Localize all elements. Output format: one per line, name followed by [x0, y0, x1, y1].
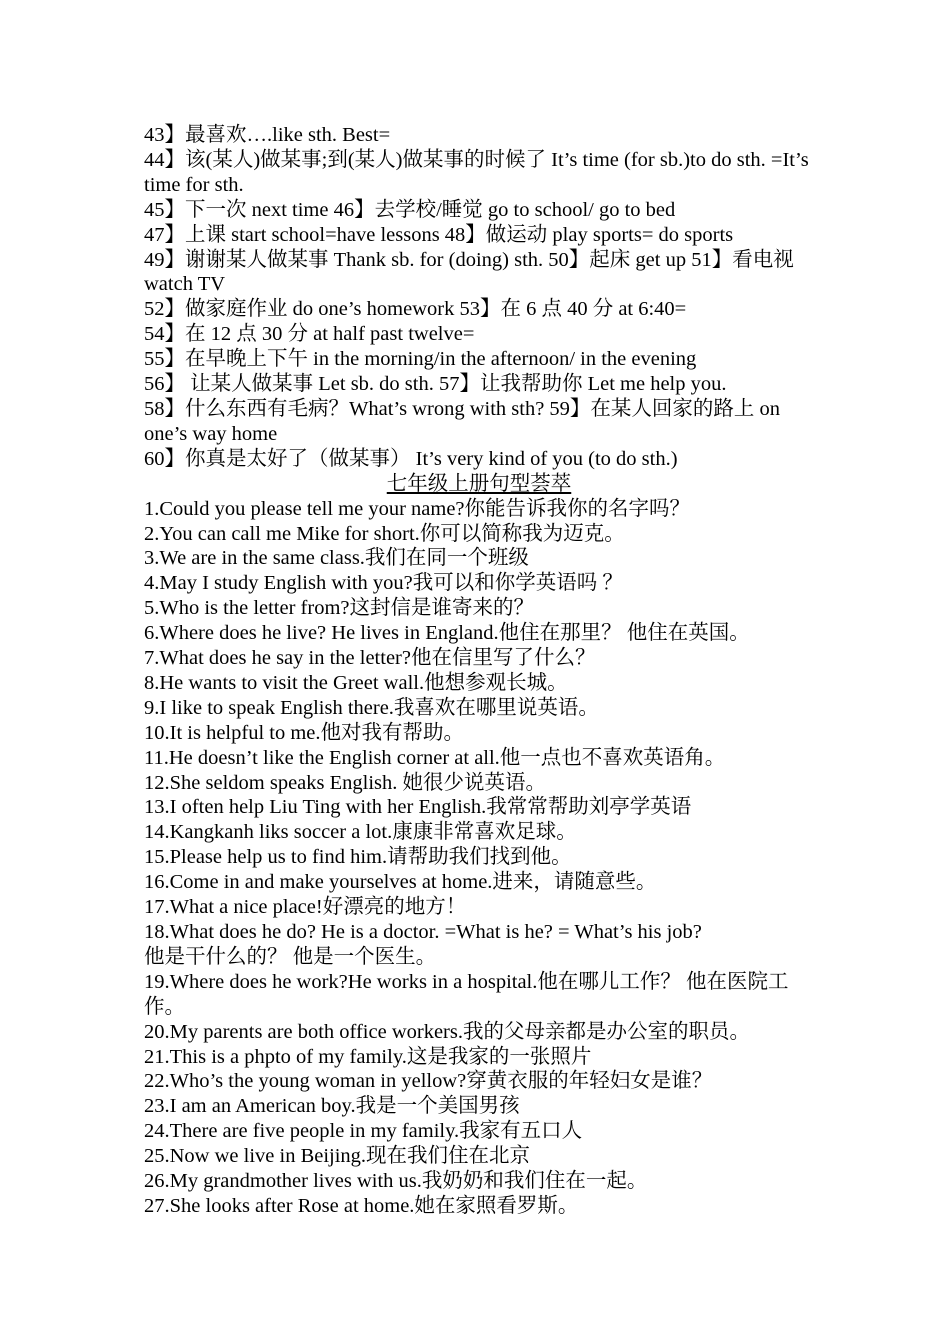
sentence-item: 7.What does he say in the letter?他在信里写了什么？	[144, 647, 596, 670]
phrase-item: 60】你真是太好了（做某事） It’s very kind of you (to do sth.)	[144, 447, 678, 470]
sentence-item: 16.Come in and make yourselves at home.进来，请随意些。	[144, 871, 657, 894]
phrase-item: 43】最喜欢….like sth. Best=	[144, 124, 391, 146]
document-page	[144, 123, 814, 1219]
sentence-item: 1.Could you please tell me your name?你能告诉我你的名字吗？	[144, 497, 691, 520]
phrase-item: 52】做家庭作业 do one’s homework 53】在 6 点 40 分 at 6:40=	[144, 298, 687, 321]
sentence-item: 19.Where does he work?He works in a hospital.他在哪儿工作？ 他在医院工作。	[144, 970, 789, 1018]
phrase-item: 54】在 12 点 30 分 at half past twelve=	[144, 323, 475, 346]
sentence-item: 11.He doesn’t like the English corner at all.他一点也不喜欢英语角。	[144, 746, 726, 769]
sentence-item: 17.What a nice place!好漂亮的地方！	[144, 896, 467, 919]
sentence-item: 26.My grandmother lives with us.我奶奶和我们住在一起。	[144, 1170, 648, 1193]
sentence-item: 20.My parents are both office workers.我的父母亲都是办公室的职员。	[144, 1020, 750, 1043]
phrase-item: 44】该(某人)做某事;到(某人)做某事的时候了 It’s time (for sb.)to do sth. =It’s time for sth.	[144, 148, 809, 196]
phrase-item: 47】上课 start school=have lessons 48】做运动 play sports= do sports	[144, 223, 734, 246]
section-title: 七年级上册句型荟萃	[386, 472, 572, 495]
phrase-item: 49】谢谢某人做某事 Thank sb. for (doing) sth. 50】起床 get up 51】看电视 watch TV	[144, 248, 794, 296]
phrase-item: 55】在早晚上下午 in the morning/in the afternoon/ in the evening	[144, 348, 697, 371]
phrase-list	[144, 123, 814, 472]
sentence-item: 10.It is helpful to me.他对我有帮助。	[144, 721, 465, 744]
sentence-item: 2.You can call me Mike for short.你可以简称我为迈克。	[144, 522, 625, 545]
phrase-item: 56】 让某人做某事 Let sb. do sth. 57】让我帮助你 Let me help you.	[144, 373, 727, 396]
sentence-item: 5.Who is the letter from?这封信是谁寄来的？	[144, 597, 534, 620]
sentence-list	[144, 497, 814, 1219]
sentence-item: 22.Who’s the young woman in yellow?穿黄衣服的年轻妇女是谁？	[144, 1070, 713, 1093]
sentence-item: 9.I like to speak English there.我喜欢在哪里说英语。	[144, 696, 599, 719]
sentence-item: 13.I often help Liu Ting with her English.我常常帮助刘亭学英语	[144, 796, 692, 819]
sentence-item: 4.May I study English with you?我可以和你学英语吗 ？	[144, 572, 623, 595]
sentence-item: 27.She looks after Rose at home.她在家照看罗斯。	[144, 1194, 579, 1217]
sentence-item: 他是干什么的？ 他是一个医生。	[144, 945, 437, 968]
sentence-item: 12.She seldom speaks English. 她很少说英语。	[144, 771, 547, 794]
sentence-item: 18.What does he do? He is a doctor. =What is he? = What’s his job?	[144, 921, 702, 943]
sentence-item: 23.I am an American boy.我是一个美国男孩	[144, 1095, 520, 1118]
sentence-item: 21.This is a phpto of my family.这是我家的一张照片	[144, 1045, 592, 1068]
sentence-item: 6.Where does he live? He lives in England.他住在那里？ 他住在英国。	[144, 622, 750, 645]
sentence-item: 8.He wants to visit the Greet wall.他想参观长城。	[144, 671, 568, 694]
phrase-item: 58】什么东西有毛病？What’s wrong with sth? 59】在某人回家的路上 on one’s way home	[144, 397, 781, 445]
sentence-item: 3.We are in the same class.我们在同一个班级	[144, 547, 529, 570]
sentence-item: 15.Please help us to find him.请帮助我们找到他。	[144, 846, 572, 869]
sentence-item: 24.There are five people in my family.我家有五口人	[144, 1120, 583, 1143]
sentence-item: 14.Kangkanh liks soccer a lot.康康非常喜欢足球。	[144, 821, 577, 844]
phrase-item: 45】下一次 next time 46】去学校/睡觉 go to school/ go to bed	[144, 198, 676, 221]
sentence-item: 25.Now we live in Beijing.现在我们住在北京	[144, 1145, 531, 1168]
